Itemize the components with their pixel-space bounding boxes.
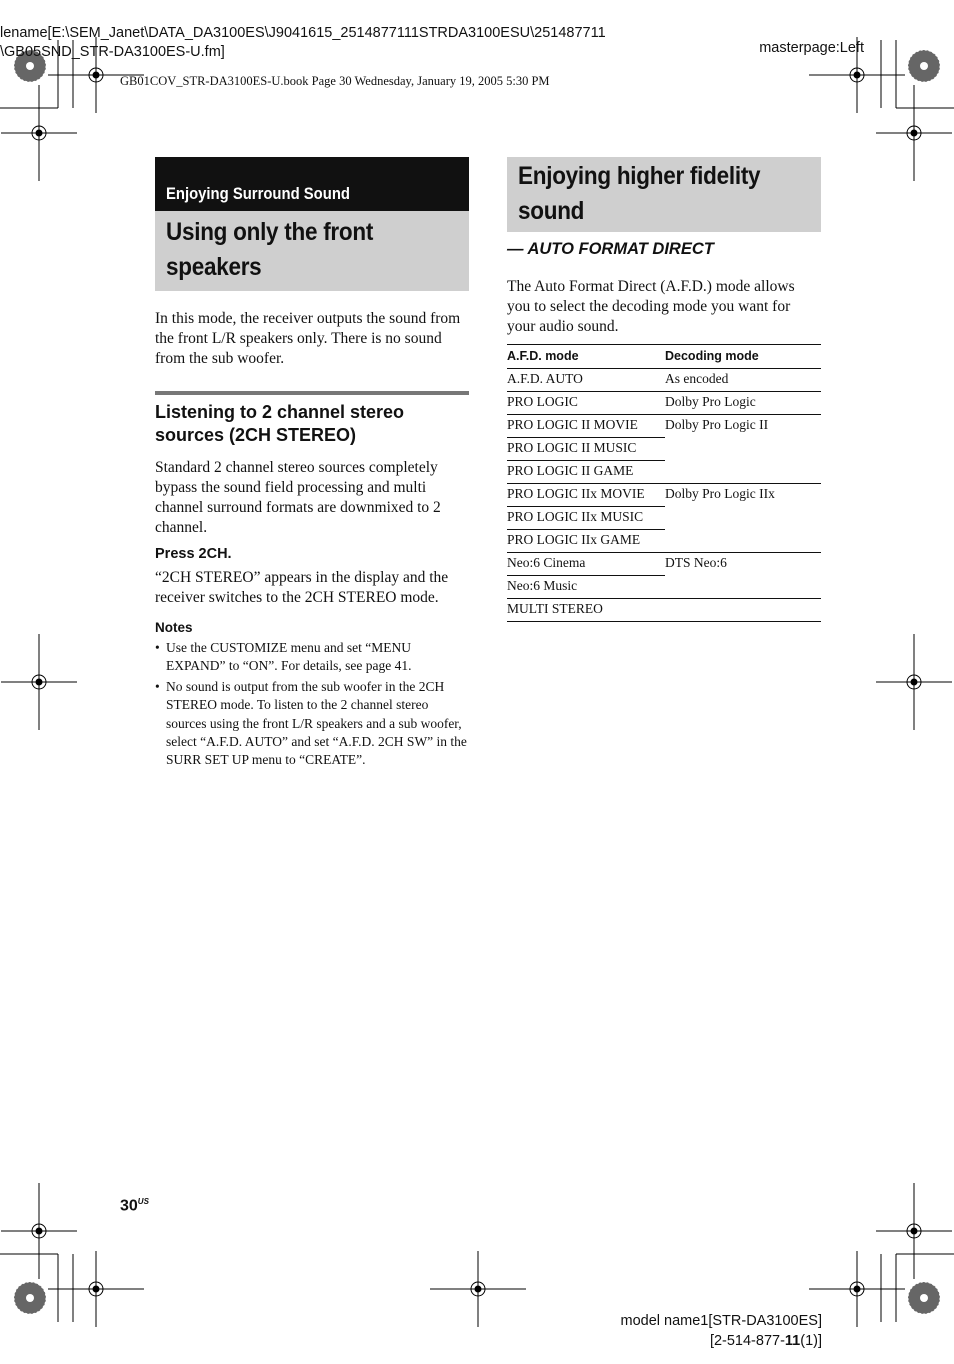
decoding-cell — [665, 438, 821, 461]
page-number-suffix: US — [137, 1197, 149, 1206]
table-row — [507, 599, 821, 622]
filename-header — [0, 24, 606, 62]
footer-code-prefix: [2-514-877- — [709, 1333, 785, 1349]
note-item: • Use the CUSTOMIZE menu and set “MENU EXPAND” to “ON”. For details, see page 41. — [155, 639, 469, 676]
table-row — [507, 553, 821, 576]
notes-heading: Notes — [155, 620, 193, 635]
filename-line-2: \GB05SND_STR-DA3100ES-U.fm] — [0, 44, 225, 60]
section-title-text: Enjoying higher fidelity sound — [518, 162, 761, 225]
mode-cell: PRO LOGIC IIx MUSIC — [507, 507, 665, 530]
press-instruction: Press 2CH. — [155, 546, 232, 562]
mode-cell: Neo:6 Cinema — [507, 553, 665, 576]
section-body: Standard 2 channel stereo sources completely bypass the sound field processing and multi channel surround formats are downmixed to 2 channel. — [155, 459, 441, 536]
decoding-cell: As encoded — [665, 369, 821, 392]
mode-cell: PRO LOGIC II MOVIE — [507, 415, 665, 438]
book-info-line: GB01COV_STR-DA3100ES-U.book Page 30 Wednesday, January 19, 2005 5:30 PM — [120, 74, 550, 88]
footer-code-suffix: (1)] — [800, 1333, 822, 1349]
table-row — [507, 507, 821, 530]
table-row — [507, 461, 821, 484]
footer-model-line: model name1[STR-DA3100ES] — [620, 1313, 822, 1329]
table-row — [507, 392, 821, 415]
section-subtitle: — AUTO FORMAT DIRECT — [507, 240, 714, 258]
decoding-cell — [665, 530, 821, 553]
table-header-row — [507, 345, 821, 369]
section-heading: Listening to 2 channel stereo sources (2CH STEREO) — [155, 391, 469, 447]
decoding-cell — [665, 507, 821, 530]
mode-cell: MULTI STEREO — [507, 599, 665, 622]
decoding-cell — [665, 461, 821, 484]
right-column — [507, 157, 821, 622]
decoding-cell: Dolby Pro Logic IIx — [665, 486, 775, 501]
category-bar — [155, 157, 469, 211]
table-row — [507, 576, 821, 599]
page-title — [155, 211, 469, 291]
afd-intro: The Auto Format Direct (A.F.D.) mode allows you to select the decoding mode you want for your audio sound. — [507, 278, 795, 335]
decoding-cell: Dolby Pro Logic II — [665, 417, 769, 432]
footer-code-line — [621, 1331, 823, 1351]
footer-code-bold: 11 — [784, 1333, 801, 1349]
mode-cell: PRO LOGIC II GAME — [507, 461, 665, 484]
mode-cell: PRO LOGIC II MUSIC — [507, 438, 665, 461]
page-number — [120, 1197, 149, 1215]
mode-cell: PRO LOGIC — [507, 392, 665, 415]
page-title-text: Using only the front speakers — [166, 218, 374, 281]
notes-list — [155, 639, 469, 770]
left-column — [155, 157, 469, 772]
press-result: “2CH STEREO” appears in the display and the receiver switches to the 2CH STEREO mode. — [155, 569, 449, 606]
col-afd-mode: A.F.D. mode — [507, 345, 665, 369]
decoding-cell: Dolby Pro Logic — [665, 392, 821, 415]
afd-mode-table — [507, 344, 821, 622]
intro-paragraph: In this mode, the receiver outputs the sound from the front L/R speakers only. There is no sound from the sub woofer. — [155, 310, 461, 367]
filename-line-1: lename[E:\SEM_Janet\DATA_DA3100ES\J9041615_2514877111STRDA3100ESU\251487711 — [0, 25, 606, 41]
category-label: Enjoying Surround Sound — [166, 185, 350, 203]
masterpage-label: masterpage:Left — [759, 40, 864, 56]
mode-cell: PRO LOGIC IIx GAME — [507, 530, 665, 553]
mode-cell: A.F.D. AUTO — [507, 369, 665, 392]
page-number-value: 30 — [120, 1197, 138, 1215]
decoding-cell — [665, 576, 821, 599]
mode-cell: PRO LOGIC IIx MOVIE — [507, 484, 665, 507]
table-row — [507, 415, 821, 438]
decoding-cell — [665, 599, 821, 622]
table-row — [507, 530, 821, 553]
mode-cell: Neo:6 Music — [507, 576, 665, 599]
table-row — [507, 484, 821, 507]
note-item: • No sound is output from the sub woofer in the 2CH STEREO mode. To listen to the 2 channel stereo sources using the front L/R speakers and a sub woofer, select “A.F.D. AUTO” and set “A.F.D. 2CH SW” in the SURR SET UP menu to “CREATE”. — [155, 678, 469, 770]
footer-model — [621, 1311, 823, 1351]
col-decoding-mode: Decoding mode — [665, 345, 821, 369]
section-title — [507, 157, 821, 232]
table-row — [507, 369, 821, 392]
table-row — [507, 438, 821, 461]
decoding-cell: DTS Neo:6 — [665, 555, 727, 570]
